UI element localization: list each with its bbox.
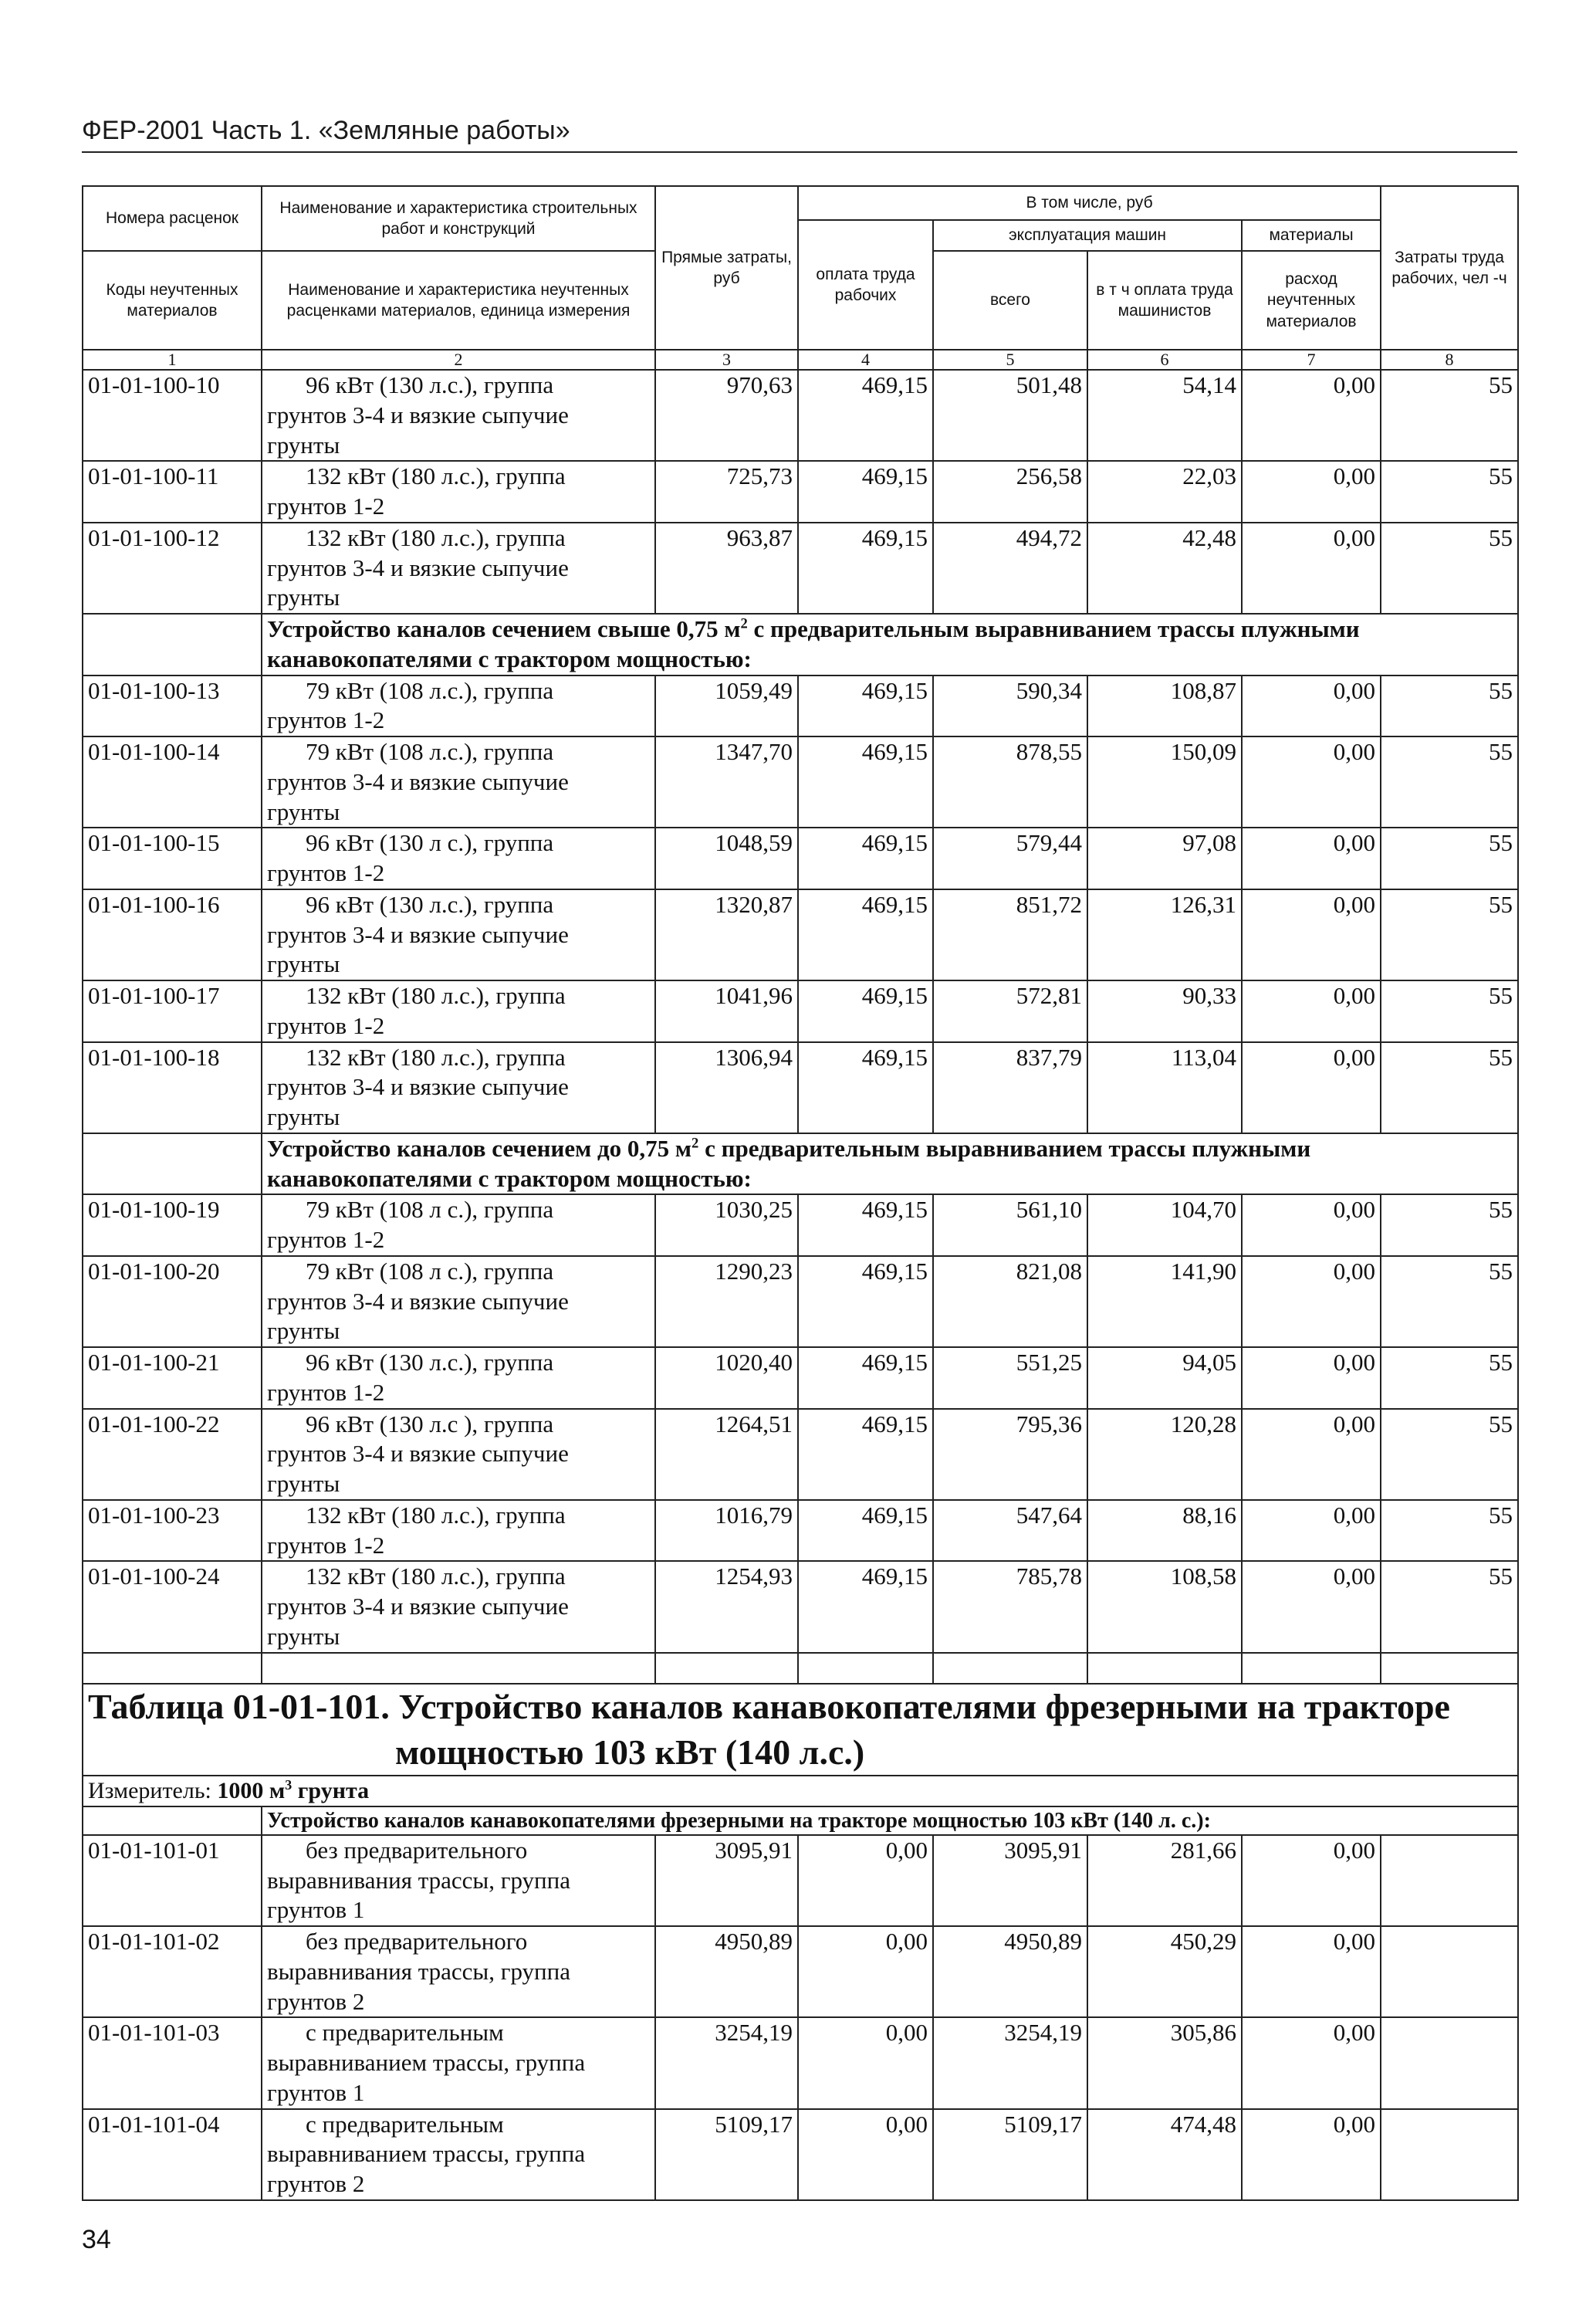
direct-costs: 1264,51	[655, 1409, 798, 1500]
materials-expense: 0,00	[1242, 2017, 1381, 2108]
rows-group-c	[83, 1194, 1518, 1652]
labor-pay: 469,15	[798, 1042, 933, 1133]
machines-total: 590,34	[933, 676, 1087, 737]
materials-expense: 0,00	[1242, 1347, 1381, 1409]
machinists-pay: 54,14	[1087, 370, 1242, 461]
labor-pay: 469,15	[798, 1561, 933, 1652]
rate-name-line: 96 кВт (130 л.с.), группа	[306, 890, 554, 918]
labor-pay: 469,15	[798, 828, 933, 889]
rate-code: 01-01-100-17	[83, 980, 262, 1042]
rate-name	[262, 523, 655, 614]
rate-name-line: 96 кВт (130 л.с.), группа	[306, 1349, 554, 1376]
rate-name	[262, 1835, 655, 1926]
rows-group-d	[83, 1835, 1518, 2200]
rows-group-a	[83, 370, 1518, 614]
direct-costs: 1041,96	[655, 980, 798, 1042]
rate-name-line: грунтов 1	[267, 1896, 365, 1924]
direct-costs: 1254,93	[655, 1561, 798, 1652]
rate-row	[83, 523, 1518, 614]
section-b-sup: 2	[740, 615, 748, 632]
section-heading-d: Устройство каналов канавокопателями фрезерными на тракторе мощностью 103 кВт (140 л. с.):	[262, 1806, 1518, 1835]
blank-cell	[798, 1653, 933, 1684]
machines-total: 851,72	[933, 889, 1087, 980]
rate-name-line: грунтов 1-2	[267, 1531, 385, 1559]
rate-name-line: 132 кВт (180 л.с.), группа	[306, 1043, 566, 1071]
rate-name-line: грунтов 2	[267, 2170, 365, 2198]
labor-hours: 55	[1381, 1561, 1518, 1652]
labor-hours: 55	[1381, 1042, 1518, 1133]
rate-name-line: без предварительного	[306, 1928, 528, 1955]
rates-table	[82, 185, 1519, 2201]
machinists-pay: 22,03	[1087, 461, 1242, 523]
rate-name	[262, 676, 655, 737]
rate-name	[262, 2109, 655, 2200]
direct-costs: 5109,17	[655, 2109, 798, 2200]
rate-code: 01-01-100-22	[83, 1409, 262, 1500]
section-heading-c	[262, 1133, 1518, 1195]
labor-hours: 55	[1381, 1500, 1518, 1562]
column-number: 2	[262, 350, 655, 370]
labor-hours: 55	[1381, 1194, 1518, 1256]
rate-code: 01-01-100-14	[83, 736, 262, 828]
materials-expense: 0,00	[1242, 828, 1381, 889]
rate-row	[83, 2017, 1518, 2108]
machines-total: 547,64	[933, 1500, 1087, 1562]
section-c-group	[83, 1133, 1518, 1195]
rate-name-line: 79 кВт (108 л.с.), группа	[306, 738, 554, 766]
rate-row	[83, 2109, 1518, 2200]
rate-row	[83, 828, 1518, 889]
rate-name-line: грунтов 3-4 и вязкие сыпучие	[267, 1287, 569, 1315]
labor-pay: 469,15	[798, 1347, 933, 1409]
rate-name	[262, 736, 655, 828]
section-c-line2: канавокопателями с трактором мощностью:	[267, 1164, 752, 1192]
rate-name-line: грунты	[267, 431, 340, 459]
rate-row	[83, 1347, 1518, 1409]
column-numbers-row	[83, 350, 1518, 370]
labor-hours	[1381, 1926, 1518, 2017]
rate-code: 01-01-100-21	[83, 1347, 262, 1409]
rate-row	[83, 1256, 1518, 1347]
header-materials-expense: расход неучтенных материалов	[1242, 251, 1381, 350]
machinists-pay: 94,05	[1087, 1347, 1242, 1409]
direct-costs: 3254,19	[655, 2017, 798, 2108]
rate-code: 01-01-100-24	[83, 1561, 262, 1652]
running-head: ФЕР-2001 Часть 1. «Земляные работы»	[82, 116, 570, 145]
rate-name-line: выравниванием трассы, группа	[267, 2140, 586, 2168]
machinists-pay: 108,87	[1087, 676, 1242, 737]
rate-name-line: выравнивания трассы, группа	[267, 1957, 570, 1985]
rate-row	[83, 736, 1518, 828]
rate-code: 01-01-100-20	[83, 1256, 262, 1347]
direct-costs: 1016,79	[655, 1500, 798, 1562]
materials-expense: 0,00	[1242, 1409, 1381, 1500]
machinists-pay: 305,86	[1087, 2017, 1242, 2108]
rate-name-line: грунтов 1-2	[267, 1011, 385, 1039]
materials-expense: 0,00	[1242, 1256, 1381, 1347]
machines-total: 501,48	[933, 370, 1087, 461]
labor-hours: 55	[1381, 1409, 1518, 1500]
section-b-line2: канавокопателями с трактором мощностью:	[267, 645, 752, 672]
rate-row	[83, 1926, 1518, 2017]
rate-row	[83, 889, 1518, 980]
materials-expense: 0,00	[1242, 523, 1381, 614]
header-materials-name: Наименование и характеристика неучтенных расценками материалов, единица измерения	[262, 251, 655, 350]
table-101-title	[83, 1684, 1518, 1776]
rate-name	[262, 980, 655, 1042]
labor-pay: 0,00	[798, 2017, 933, 2108]
machines-total: 4950,89	[933, 1926, 1087, 2017]
labor-hours: 55	[1381, 523, 1518, 614]
rate-name	[262, 1256, 655, 1347]
materials-expense: 0,00	[1242, 1194, 1381, 1256]
rate-name	[262, 461, 655, 523]
materials-expense: 0,00	[1242, 980, 1381, 1042]
rate-name-line: грунтов 3-4 и вязкие сыпучие	[267, 767, 569, 795]
materials-expense: 0,00	[1242, 1561, 1381, 1652]
machinists-pay: 97,08	[1087, 828, 1242, 889]
rate-row	[83, 1835, 1518, 1926]
labor-pay: 0,00	[798, 1926, 933, 2017]
direct-costs: 1048,59	[655, 828, 798, 889]
table-101-title-line1: Таблица 01-01-101. Устройство каналов канавокопателями фрезерными на тракторе	[88, 1686, 1450, 1726]
header-codes: Коды неучтенных материалов	[83, 251, 262, 350]
direct-costs: 1306,94	[655, 1042, 798, 1133]
machines-total: 785,78	[933, 1561, 1087, 1652]
labor-hours	[1381, 2017, 1518, 2108]
rate-name-line: грунты	[267, 1317, 340, 1345]
header-rule	[82, 151, 1517, 153]
machines-total: 878,55	[933, 736, 1087, 828]
labor-hours: 55	[1381, 461, 1518, 523]
header-machinists-pay: в т ч оплата труда машинистов	[1087, 251, 1242, 350]
meter-value-pre: 1000 м	[217, 1778, 286, 1804]
rate-name	[262, 1194, 655, 1256]
rate-name-line: 96 кВт (130 л с.), группа	[306, 829, 554, 857]
machinists-pay: 90,33	[1087, 980, 1242, 1042]
materials-expense: 0,00	[1242, 2109, 1381, 2200]
machinists-pay: 113,04	[1087, 1042, 1242, 1133]
labor-hours: 55	[1381, 370, 1518, 461]
rate-name-line: грунтов 3-4 и вязкие сыпучие	[267, 1440, 569, 1468]
rate-row	[83, 1500, 1518, 1562]
rate-name-line: грунты	[267, 950, 340, 978]
blank-cell	[83, 1653, 262, 1684]
labor-hours: 55	[1381, 1347, 1518, 1409]
rate-name-line: без предварительного	[306, 1836, 528, 1864]
rate-name-line: 79 кВт (108 л.с.), группа	[306, 676, 554, 704]
rate-row	[83, 1409, 1518, 1500]
machinists-pay: 88,16	[1087, 1500, 1242, 1562]
header-work-name: Наименование и характеристика строительных работ и конструкций	[262, 186, 655, 251]
rate-name-line: грунтов 1-2	[267, 493, 385, 520]
direct-costs: 1030,25	[655, 1194, 798, 1256]
table-101-header	[83, 1653, 1518, 1835]
direct-costs: 725,73	[655, 461, 798, 523]
column-number: 7	[1242, 350, 1381, 370]
rate-row	[83, 1042, 1518, 1133]
section-heading-b	[262, 614, 1518, 676]
labor-hours: 55	[1381, 736, 1518, 828]
labor-hours	[1381, 2109, 1518, 2200]
rate-name-line: грунтов 1-2	[267, 1226, 385, 1254]
column-number: 6	[1087, 350, 1242, 370]
column-number: 1	[83, 350, 262, 370]
section-c-sup: 2	[691, 1135, 699, 1152]
direct-costs: 963,87	[655, 523, 798, 614]
machines-total: 256,58	[933, 461, 1087, 523]
machinists-pay: 474,48	[1087, 2109, 1242, 2200]
labor-pay: 469,15	[798, 736, 933, 828]
materials-expense: 0,00	[1242, 370, 1381, 461]
rate-name-line: грунты	[267, 1470, 340, 1498]
machines-total: 3254,19	[933, 2017, 1087, 2108]
column-number: 4	[798, 350, 933, 370]
blank-cell	[83, 614, 262, 676]
rate-row	[83, 1561, 1518, 1652]
header-materials: материалы	[1242, 220, 1381, 251]
blank-cell	[83, 1806, 262, 1835]
section-b-line1-post: с предварительным выравниванием трассы плужными	[747, 615, 1360, 643]
labor-pay: 469,15	[798, 461, 933, 523]
materials-expense: 0,00	[1242, 736, 1381, 828]
machines-total: 561,10	[933, 1194, 1087, 1256]
rate-name-line: грунтов 3-4 и вязкие сыпучие	[267, 1593, 569, 1620]
rate-row	[83, 1194, 1518, 1256]
rate-name-line: выравнивания трассы, группа	[267, 1866, 570, 1894]
rate-name-line: 132 кВт (180 л.с.), группа	[306, 1563, 566, 1590]
labor-hours: 55	[1381, 889, 1518, 980]
rate-name	[262, 1347, 655, 1409]
rate-row	[83, 980, 1518, 1042]
blank-cell	[1087, 1653, 1242, 1684]
rate-name-line: 132 кВт (180 л.с.), группа	[306, 462, 566, 490]
column-number: 8	[1381, 350, 1518, 370]
machines-total: 795,36	[933, 1409, 1087, 1500]
rate-name	[262, 1561, 655, 1652]
machines-total: 551,25	[933, 1347, 1087, 1409]
section-c-line1-post: с предварительным выравниванием трассы плужными	[698, 1134, 1311, 1162]
machinists-pay: 104,70	[1087, 1194, 1242, 1256]
machinists-pay: 150,09	[1087, 736, 1242, 828]
machinists-pay: 126,31	[1087, 889, 1242, 980]
rate-code: 01-01-100-16	[83, 889, 262, 980]
rate-name	[262, 1042, 655, 1133]
rate-name-line: грунтов 2	[267, 1987, 365, 2015]
materials-expense: 0,00	[1242, 676, 1381, 737]
rate-code: 01-01-101-02	[83, 1926, 262, 2017]
header-including: В том числе, руб	[798, 186, 1381, 220]
blank-cell	[1381, 1653, 1518, 1684]
rate-code: 01-01-100-15	[83, 828, 262, 889]
labor-hours: 55	[1381, 980, 1518, 1042]
labor-hours	[1381, 1835, 1518, 1926]
rate-name-line: грунтов 1-2	[267, 1378, 385, 1406]
materials-expense: 0,00	[1242, 1500, 1381, 1562]
rate-name-line: выравниванием трассы, группа	[267, 2049, 586, 2077]
labor-pay: 0,00	[798, 1835, 933, 1926]
rows-group-b	[83, 676, 1518, 1133]
section-c-line1-pre: Устройство каналов сечением до 0,75 м	[267, 1134, 692, 1162]
rate-name-line: с предварительным	[306, 2019, 504, 2047]
machines-total: 5109,17	[933, 2109, 1087, 2200]
rate-code: 01-01-100-13	[83, 676, 262, 737]
rate-row	[83, 461, 1518, 523]
rate-code: 01-01-100-10	[83, 370, 262, 461]
header-labor-pay: оплата труда рабочих	[798, 220, 933, 350]
rate-name	[262, 1926, 655, 2017]
machinists-pay: 141,90	[1087, 1256, 1242, 1347]
section-b-line1-pre: Устройство каналов сечением свыше 0,75 м	[267, 615, 741, 643]
rate-name	[262, 1409, 655, 1500]
rate-code: 01-01-101-03	[83, 2017, 262, 2108]
materials-expense: 0,00	[1242, 1926, 1381, 2017]
section-b-group	[83, 614, 1518, 676]
labor-pay: 469,15	[798, 1194, 933, 1256]
rate-name-line: 96 кВт (130 л.с ), группа	[306, 1410, 554, 1437]
rate-name-line: грунты	[267, 797, 340, 825]
rate-name-line: грунтов 1-2	[267, 859, 385, 887]
rate-name-line: 132 кВт (180 л.с.), группа	[306, 523, 566, 551]
rate-name	[262, 889, 655, 980]
blank-cell	[933, 1653, 1087, 1684]
header-direct-costs: Прямые затраты, руб	[655, 186, 798, 350]
machines-total: 579,44	[933, 828, 1087, 889]
rate-name-line: грунты	[267, 584, 340, 611]
labor-hours: 55	[1381, 828, 1518, 889]
materials-expense: 0,00	[1242, 1835, 1381, 1926]
rate-code: 01-01-100-12	[83, 523, 262, 614]
rate-row	[83, 676, 1518, 737]
rate-name-line: грунтов 3-4 и вязкие сыпучие	[267, 401, 569, 428]
page-number: 34	[82, 2225, 111, 2254]
labor-pay: 469,15	[798, 889, 933, 980]
header-machines: эксплуатация машин	[933, 220, 1242, 251]
machines-total: 494,72	[933, 523, 1087, 614]
materials-expense: 0,00	[1242, 1042, 1381, 1133]
machinists-pay: 120,28	[1087, 1409, 1242, 1500]
blank-cell	[655, 1653, 798, 1684]
direct-costs: 1347,70	[655, 736, 798, 828]
rate-row	[83, 370, 1518, 461]
rate-name-line: грунты	[267, 1622, 340, 1650]
rate-code: 01-01-100-23	[83, 1500, 262, 1562]
labor-hours: 55	[1381, 676, 1518, 737]
rate-name-line: грунтов 1	[267, 2078, 365, 2106]
rate-name-line: грунтов 3-4 и вязкие сыпучие	[267, 920, 569, 948]
rate-name	[262, 370, 655, 461]
rate-name	[262, 828, 655, 889]
machines-total: 821,08	[933, 1256, 1087, 1347]
rate-code: 01-01-101-04	[83, 2109, 262, 2200]
direct-costs: 1290,23	[655, 1256, 798, 1347]
header-labor-costs: Затраты труда рабочих, чел -ч	[1381, 186, 1518, 350]
labor-pay: 0,00	[798, 2109, 933, 2200]
rate-code: 01-01-101-01	[83, 1835, 262, 1926]
direct-costs: 3095,91	[655, 1835, 798, 1926]
rate-name-line: грунтов 3-4 и вязкие сыпучие	[267, 1073, 569, 1101]
machines-total: 3095,91	[933, 1835, 1087, 1926]
header-rates-number: Номера расценок	[83, 186, 262, 251]
rate-name	[262, 1500, 655, 1562]
meter-label: Измеритель:	[88, 1778, 218, 1804]
rate-name-line: 132 кВт (180 л.с.), группа	[306, 1501, 566, 1529]
machinists-pay: 450,29	[1087, 1926, 1242, 2017]
rate-name-line: грунты	[267, 1103, 340, 1131]
table-101-title-line2: мощностью 103 кВт (140 л.с.)	[395, 1732, 865, 1772]
blank-cell	[262, 1653, 655, 1684]
materials-expense: 0,00	[1242, 461, 1381, 523]
rate-name-line: 96 кВт (130 л.с.), группа	[306, 371, 554, 399]
rate-name-line: 132 кВт (180 л.с.), группа	[306, 982, 566, 1010]
direct-costs: 1320,87	[655, 889, 798, 980]
labor-pay: 469,15	[798, 370, 933, 461]
direct-costs: 1059,49	[655, 676, 798, 737]
machinists-pay: 281,66	[1087, 1835, 1242, 1926]
machines-total: 572,81	[933, 980, 1087, 1042]
rate-name-line: грунтов 3-4 и вязкие сыпучие	[267, 554, 569, 581]
blank-cell	[83, 1133, 262, 1195]
rate-name	[262, 2017, 655, 2108]
labor-pay: 469,15	[798, 523, 933, 614]
labor-hours: 55	[1381, 1256, 1518, 1347]
header-machines-total: всего	[933, 251, 1087, 350]
labor-pay: 469,15	[798, 1500, 933, 1562]
direct-costs: 1020,40	[655, 1347, 798, 1409]
direct-costs: 4950,89	[655, 1926, 798, 2017]
rate-code: 01-01-100-18	[83, 1042, 262, 1133]
materials-expense: 0,00	[1242, 889, 1381, 980]
meter-sup: 3	[285, 1777, 292, 1793]
column-number: 5	[933, 350, 1087, 370]
labor-pay: 469,15	[798, 1409, 933, 1500]
rate-name-line: 79 кВт (108 л с.), группа	[306, 1257, 554, 1285]
labor-pay: 469,15	[798, 676, 933, 737]
machines-total: 837,79	[933, 1042, 1087, 1133]
labor-pay: 469,15	[798, 980, 933, 1042]
machinists-pay: 108,58	[1087, 1561, 1242, 1652]
rate-name-line: 79 кВт (108 л с.), группа	[306, 1196, 554, 1224]
machinists-pay: 42,48	[1087, 523, 1242, 614]
rate-name-line: с предварительным	[306, 2110, 504, 2138]
blank-cell	[1242, 1653, 1381, 1684]
labor-pay: 469,15	[798, 1256, 933, 1347]
rate-name-line: грунтов 1-2	[267, 706, 385, 734]
direct-costs: 970,63	[655, 370, 798, 461]
rate-code: 01-01-100-19	[83, 1194, 262, 1256]
table-101-meter	[83, 1776, 1518, 1806]
rate-code: 01-01-100-11	[83, 461, 262, 523]
column-number: 3	[655, 350, 798, 370]
meter-value-post: грунта	[292, 1778, 370, 1804]
